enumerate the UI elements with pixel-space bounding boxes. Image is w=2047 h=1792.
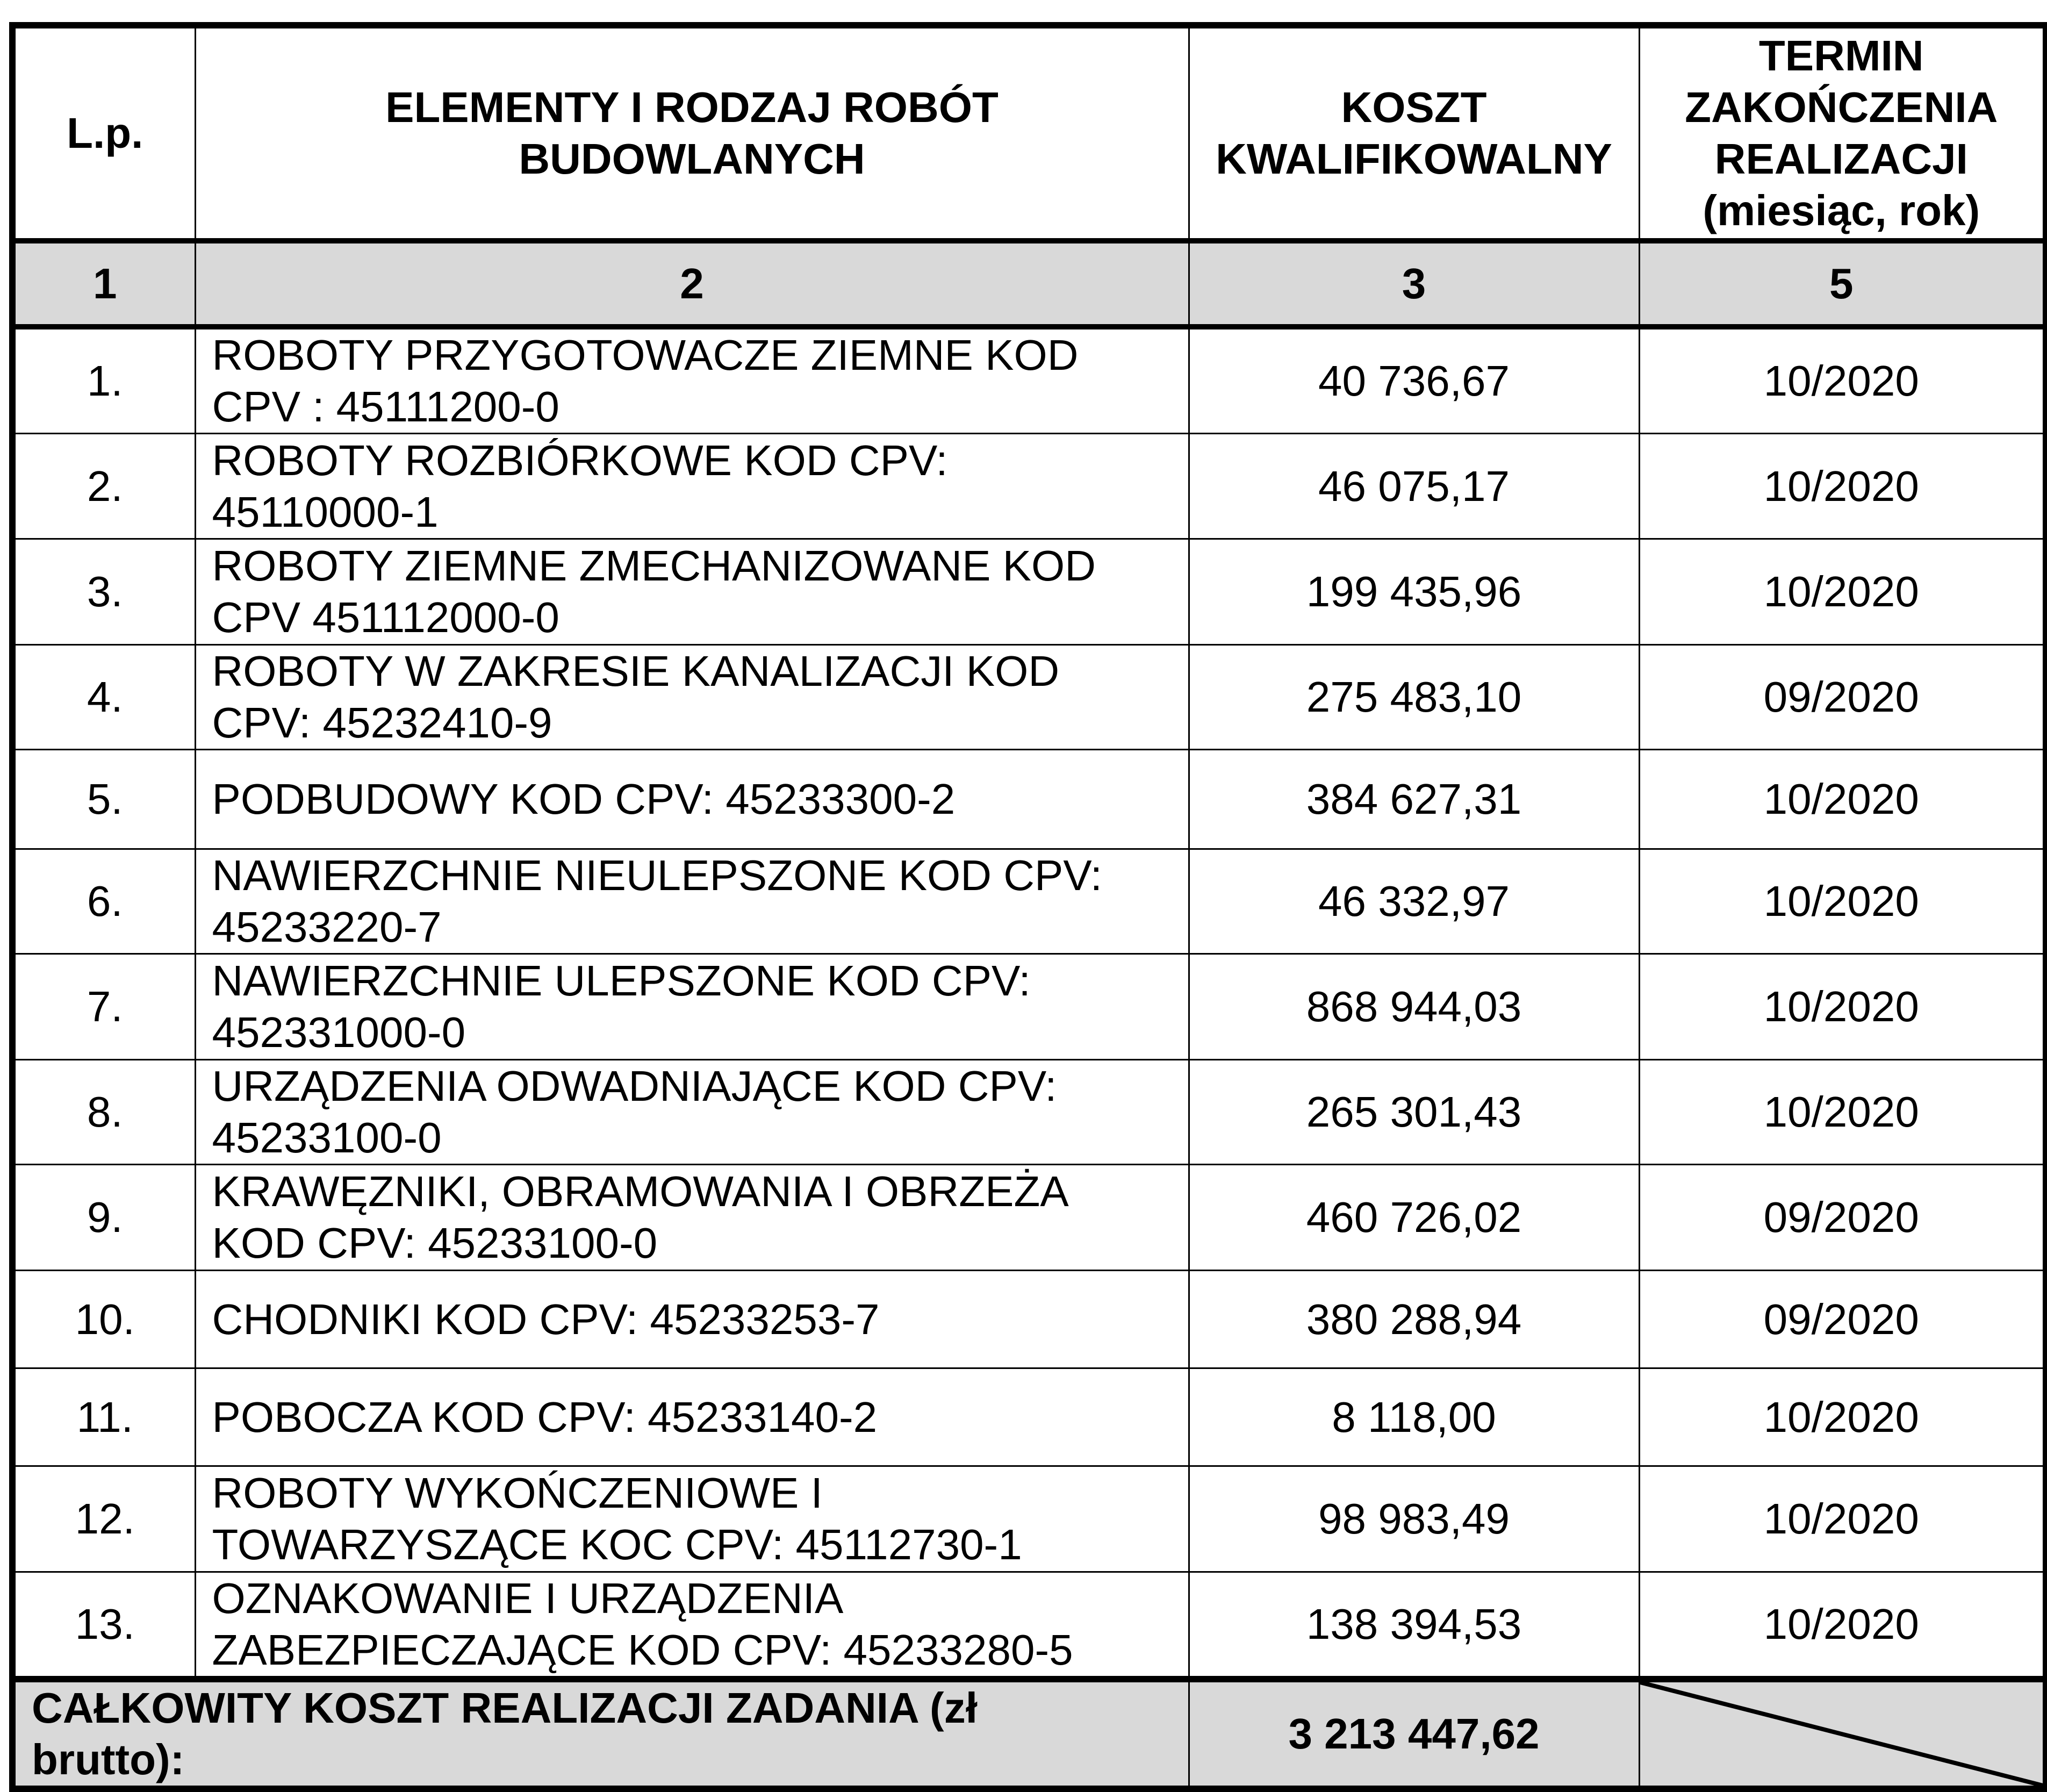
row-element: ROBOTY ROZBIÓRKOWE KOD CPV: 45110000-1 bbox=[195, 434, 1189, 539]
table-row bbox=[12, 849, 2046, 954]
row-term: 09/2020 bbox=[1639, 1165, 2046, 1271]
row-number: 13. bbox=[12, 1572, 195, 1680]
row-element: ROBOTY ZIEMNE ZMECHANIZOWANE KOD CPV 451112000-0 bbox=[195, 539, 1189, 645]
row-cost: 868 944,03 bbox=[1189, 954, 1639, 1060]
row-number: 9. bbox=[12, 1165, 195, 1271]
row-number: 8. bbox=[12, 1060, 195, 1165]
row-number: 7. bbox=[12, 954, 195, 1060]
row-cost: 265 301,43 bbox=[1189, 1060, 1639, 1165]
header-termin-sub: (miesiąc, rok) bbox=[1703, 187, 1980, 234]
header-koszt bbox=[1189, 25, 1639, 241]
row-cost: 199 435,96 bbox=[1189, 539, 1639, 645]
row-term: 10/2020 bbox=[1639, 750, 2046, 849]
header-row bbox=[12, 25, 2046, 241]
table-row bbox=[12, 1466, 2046, 1572]
row-element: KRAWĘZNIKI, OBRAMOWANIA I OBRZEŻA KOD CPV: 45233100-0 bbox=[195, 1165, 1189, 1271]
column-number: 3 bbox=[1189, 241, 1639, 327]
table-row bbox=[12, 539, 2046, 645]
row-term: 10/2020 bbox=[1639, 1060, 2046, 1165]
column-number: 2 bbox=[195, 241, 1189, 327]
header-koszt-text: KOSZT KWALIFIKOWALNY bbox=[1216, 83, 1612, 183]
column-number-row bbox=[12, 241, 2046, 327]
row-cost: 40 736,67 bbox=[1189, 327, 1639, 434]
row-term: 10/2020 bbox=[1639, 434, 2046, 539]
row-number: 6. bbox=[12, 849, 195, 954]
total-label: CAŁKOWITY KOSZT REALIZACJI ZADANIA (zł brutto): bbox=[12, 1679, 1189, 1789]
row-element: ROBOTY PRZYGOTOWACZE ZIEMNE KOD CPV : 45111200-0 bbox=[195, 327, 1189, 434]
row-term: 10/2020 bbox=[1639, 539, 2046, 645]
row-cost: 8 118,00 bbox=[1189, 1368, 1639, 1466]
row-number: 5. bbox=[12, 750, 195, 849]
row-term: 10/2020 bbox=[1639, 849, 2046, 954]
empty-crossed-cell bbox=[1639, 1679, 2046, 1789]
row-number: 10. bbox=[12, 1271, 195, 1368]
row-cost: 460 726,02 bbox=[1189, 1165, 1639, 1271]
row-cost: 384 627,31 bbox=[1189, 750, 1639, 849]
row-number: 4. bbox=[12, 645, 195, 750]
row-cost: 46 332,97 bbox=[1189, 849, 1639, 954]
header-elementy-text: ELEMENTY I RODZAJ ROBÓT BUDOWLANYCH bbox=[385, 83, 999, 183]
row-term: 10/2020 bbox=[1639, 954, 2046, 1060]
table-row bbox=[12, 645, 2046, 750]
header-elementy bbox=[195, 25, 1189, 241]
total-row bbox=[12, 1679, 2046, 1789]
row-number: 2. bbox=[12, 434, 195, 539]
row-element: ROBOTY W ZAKRESIE KANALIZACJI KOD CPV: 45232410-9 bbox=[195, 645, 1189, 750]
table-row bbox=[12, 1271, 2046, 1368]
table-row bbox=[12, 750, 2046, 849]
row-element: NAWIERZCHNIE ULEPSZONE KOD CPV: 452331000-0 bbox=[195, 954, 1189, 1060]
diagonal-line bbox=[1640, 1682, 2043, 1786]
table-row bbox=[12, 1060, 2046, 1165]
row-number: 12. bbox=[12, 1466, 195, 1572]
row-cost: 46 075,17 bbox=[1189, 434, 1639, 539]
header-termin bbox=[1639, 25, 2046, 241]
row-element: OZNAKOWANIE I URZĄDZENIA ZABEZPIECZAJĄCE KOD CPV: 45233280-5 bbox=[195, 1572, 1189, 1680]
row-element: URZĄDZENIA ODWADNIAJĄCE KOD CPV: 45233100-0 bbox=[195, 1060, 1189, 1165]
table-row bbox=[12, 1572, 2046, 1680]
row-element: NAWIERZCHNIE NIEULEPSZONE KOD CPV: 45233220-7 bbox=[195, 849, 1189, 954]
row-term: 09/2020 bbox=[1639, 645, 2046, 750]
row-cost: 275 483,10 bbox=[1189, 645, 1639, 750]
row-term: 10/2020 bbox=[1639, 1368, 2046, 1466]
table-row bbox=[12, 327, 2046, 434]
row-number: 3. bbox=[12, 539, 195, 645]
column-number: 1 bbox=[12, 241, 195, 327]
row-element: ROBOTY WYKOŃCZENIOWE I TOWARZYSZĄCE KOC CPV: 45112730-1 bbox=[195, 1466, 1189, 1572]
row-term: 10/2020 bbox=[1639, 1572, 2046, 1680]
row-cost: 98 983,49 bbox=[1189, 1466, 1639, 1572]
table-row bbox=[12, 434, 2046, 539]
row-element: CHODNIKI KOD CPV: 45233253-7 bbox=[195, 1271, 1189, 1368]
row-number: 1. bbox=[12, 327, 195, 434]
row-cost: 380 288,94 bbox=[1189, 1271, 1639, 1368]
row-term: 10/2020 bbox=[1639, 1466, 2046, 1572]
row-term: 09/2020 bbox=[1639, 1271, 2046, 1368]
table-row bbox=[12, 954, 2046, 1060]
row-term: 10/2020 bbox=[1639, 327, 2046, 434]
table-row bbox=[12, 1165, 2046, 1271]
header-termin-text: TERMIN ZAKOŃCZENIA REALIZACJI bbox=[1685, 32, 1998, 183]
row-element: PODBUDOWY KOD CPV: 45233300-2 bbox=[195, 750, 1189, 849]
total-value: 3 213 447,62 bbox=[1189, 1679, 1639, 1789]
row-number: 11. bbox=[12, 1368, 195, 1466]
header-lp: L.p. bbox=[12, 25, 195, 241]
table-row bbox=[12, 1368, 2046, 1466]
row-element: POBOCZA KOD CPV: 45233140-2 bbox=[195, 1368, 1189, 1466]
cost-table bbox=[9, 22, 2047, 1792]
column-number: 5 bbox=[1639, 241, 2046, 327]
row-cost: 138 394,53 bbox=[1189, 1572, 1639, 1680]
